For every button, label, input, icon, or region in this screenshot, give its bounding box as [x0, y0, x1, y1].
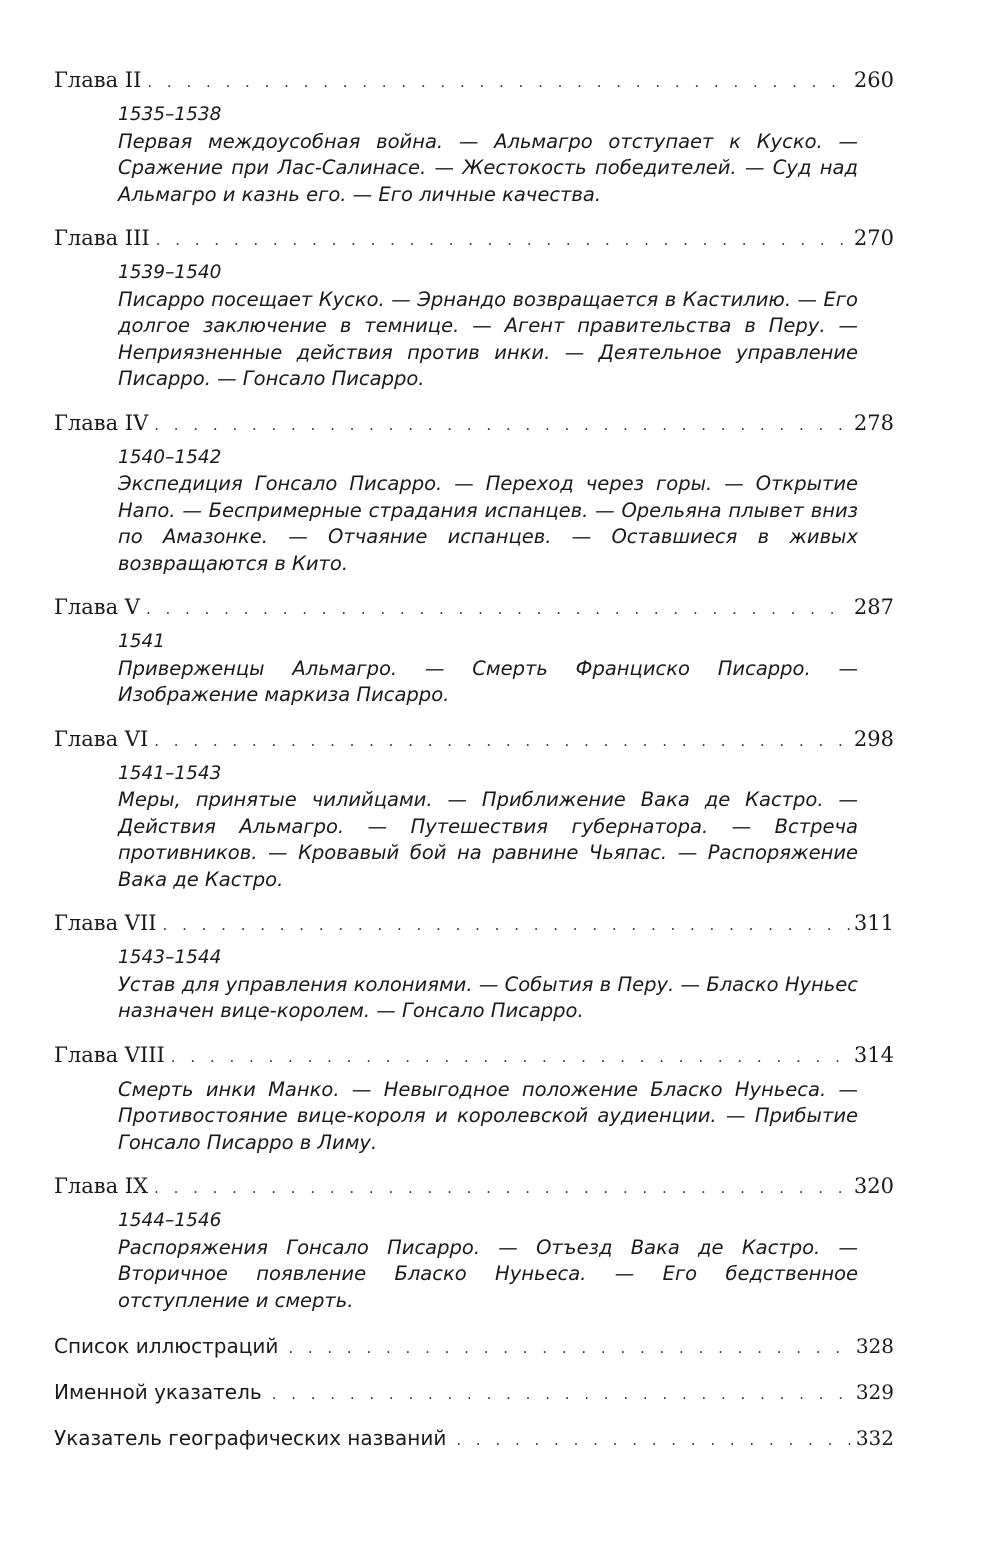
dot-leader	[154, 411, 850, 439]
chapter-title: Глава V	[54, 595, 140, 619]
toc-entry-chapter-2	[54, 66, 894, 208]
chapter-heading-line	[54, 224, 894, 254]
chapter-description	[118, 629, 858, 709]
chapter-description	[118, 445, 858, 578]
page-number: 328	[855, 1334, 894, 1358]
toc-entry-list-of-illustrations	[54, 1332, 894, 1362]
dot-leader	[288, 1334, 851, 1362]
toc-entry-chapter-6	[54, 725, 894, 894]
chapter-years: 1539–1540	[118, 262, 222, 283]
chapter-summary: Приверженцы Альмагро. — Смерть Франциско Писарро. — Изображение маркиза Писарро.	[118, 656, 858, 706]
dot-leader	[154, 727, 850, 755]
chapter-years: 1540–1542	[118, 446, 222, 468]
toc-entry-chapter-7	[54, 909, 894, 1025]
chapter-heading-line	[54, 725, 894, 755]
chapter-description	[118, 102, 858, 208]
dot-leader	[146, 595, 850, 623]
chapter-title: Глава IV	[54, 410, 149, 435]
page-number: 320	[853, 1174, 894, 1198]
chapter-title: Глава II	[54, 68, 142, 92]
chapter-title: Глава VII	[54, 911, 157, 935]
chapter-description	[118, 761, 858, 894]
toc-entry-chapter-4	[54, 409, 894, 578]
chapter-summary: Меры, принятые чилийцами. — Приближение Вака де Кастро. — Действия Альмагро. — Путешествия губернатора. — Встреча противников. — Кровавый бой на равнине Чьяпас. — Распоряжение Вака де Кастро.	[118, 788, 858, 891]
chapter-summary: Распоряжения Гонсало Писарро. — Отъезд Вака де Кастро. — Вторичное появление Бласко Нуньеса. — Его бедственное отступление и смерть.	[118, 1235, 858, 1312]
page-number: 332	[855, 1426, 894, 1450]
chapter-heading-line	[54, 1172, 894, 1202]
dot-leader	[171, 1043, 850, 1071]
page-number: 270	[853, 226, 894, 250]
chapter-heading-line	[54, 593, 894, 623]
dot-leader	[147, 68, 850, 96]
page-number: 260	[853, 68, 894, 92]
backmatter-title: Именной указатель	[54, 1380, 262, 1404]
dot-leader	[272, 1380, 852, 1408]
chapter-description	[118, 1208, 858, 1314]
dot-leader	[156, 226, 850, 254]
toc-entry-geographic-index	[54, 1424, 894, 1454]
page-number: 298	[853, 726, 894, 751]
chapter-description	[118, 945, 858, 1025]
page-number: 287	[853, 595, 894, 619]
chapter-title: Глава IX	[54, 1174, 149, 1198]
chapter-summary: Экспедиция Гонсало Писарро. — Переход через горы. — Открытие Напо. — Беспримерные страдания испанцев. — Орельяна плывет вниз по Амазонке. — Отчаяние испанцев. — Оставшиеся в живых возвращаются в Кито.	[118, 472, 858, 575]
page-number: 311	[853, 911, 894, 935]
chapter-years: 1535–1538	[118, 104, 222, 125]
chapter-years: 1541–1543	[118, 762, 222, 784]
chapter-summary: Смерть инки Манко. — Невыгодное положение Бласко Нуньеса. — Противостояние вице-короля и королевской аудиенции. — Прибытие Гонсало Писарро в Лиму.	[118, 1077, 858, 1154]
dot-leader	[456, 1426, 851, 1454]
chapter-years: 1544–1546	[118, 1210, 222, 1231]
toc-entry-chapter-5	[54, 593, 894, 709]
chapter-heading-line	[54, 1041, 894, 1071]
backmatter-title: Список иллюстраций	[54, 1334, 279, 1358]
chapter-heading-line	[54, 909, 894, 939]
chapter-title: Глава VI	[54, 726, 149, 751]
dot-leader	[154, 1174, 850, 1202]
chapter-heading-line	[54, 409, 894, 439]
toc-entry-chapter-3	[54, 224, 894, 393]
page-number: 329	[855, 1380, 894, 1404]
toc-entry-chapter-8	[54, 1041, 894, 1157]
table-of-contents	[54, 66, 894, 1454]
toc-entry-chapter-9	[54, 1172, 894, 1314]
page-number: 278	[853, 410, 894, 435]
chapter-years: 1541	[118, 631, 166, 652]
chapter-heading-line	[54, 66, 894, 96]
chapter-years: 1543–1544	[118, 947, 222, 968]
dot-leader	[163, 911, 850, 939]
chapter-summary: Первая междоусобная война. — Альмагро отступает к Куско. — Сражение при Лас-Салинасе. — Жестокость победителей. — Суд над Альмагро и казнь его. — Его личные качества.	[118, 129, 858, 206]
chapter-title: Глава VIII	[54, 1042, 165, 1067]
chapter-description	[118, 260, 858, 393]
chapter-title: Глава III	[54, 226, 150, 250]
chapter-description	[118, 1077, 858, 1157]
chapter-summary: Устав для управления колониями. — События в Перу. — Бласко Нуньес назначен вице-королем. — Гонсало Писарро.	[118, 972, 858, 1022]
toc-entry-name-index	[54, 1378, 894, 1408]
backmatter-title: Указатель географических названий	[54, 1426, 447, 1450]
chapter-summary: Писарро посещает Куско. — Эрнандо возвращается в Кастилию. — Его долгое заключение в темнице. — Агент правительства в Перу. — Неприязненные действия против инки. — Деятельное управление Писарро. — Гонсало Писарро.	[118, 287, 858, 390]
page-number: 314	[853, 1042, 894, 1067]
